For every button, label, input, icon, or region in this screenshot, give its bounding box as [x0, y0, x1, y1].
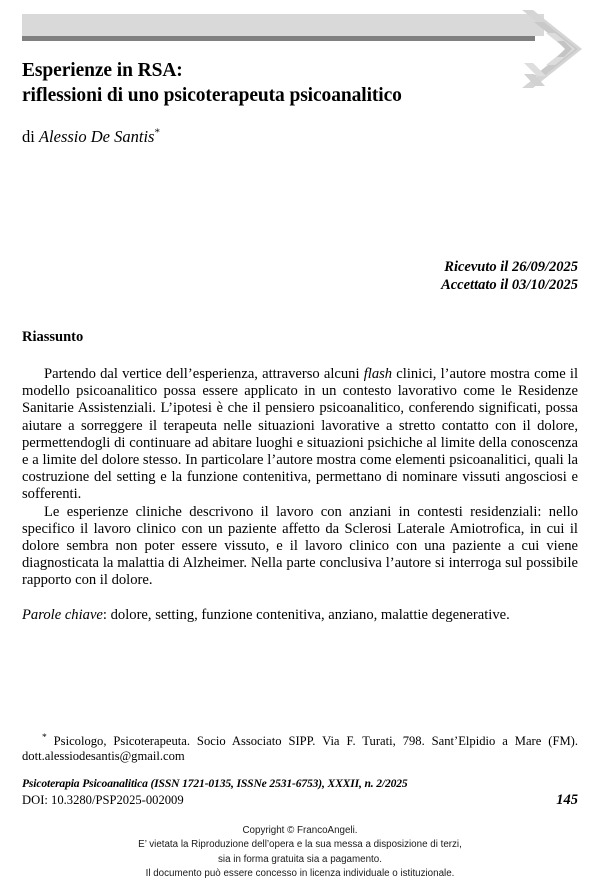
title-line-2: riflessioni di uno psicoterapeuta psicoanalitico — [22, 85, 402, 106]
submission-dates — [441, 258, 578, 294]
author-footnote-marker: * — [154, 126, 160, 139]
header-bar-light — [22, 14, 544, 36]
copyright-line-1: Copyright © FrancoAngeli. — [242, 825, 358, 836]
keywords-label: Parole chiave — [22, 606, 103, 623]
abstract-heading: Riassunto — [22, 329, 84, 345]
copyright-footer — [0, 824, 600, 881]
doi-text: DOI: 10.3280/PSP2025-002009 — [22, 793, 184, 807]
abstract-keywords — [22, 607, 578, 624]
byline-prefix: di — [22, 127, 39, 146]
page-title — [22, 58, 542, 108]
byline — [22, 127, 160, 147]
copyright-line-3: sia in forma gratuita sia a pagamento. — [218, 853, 382, 865]
copyright-line-2: E’ vietata la Riproduzione dell’opera e la sua messa a disposizione di terzi, — [138, 839, 462, 851]
footnote-marker: * — [42, 732, 47, 743]
journal-citation: Psicoterapia Psicoanalitica (ISSN 1721-0135, ISSNe 2531-6753), XXXII, n. 2/2025 — [22, 777, 408, 790]
abstract-p1-italic-term: flash — [363, 366, 393, 382]
author-name: Alessio De Santis — [38, 127, 155, 146]
author-footnote — [22, 734, 578, 765]
copyright-line-4: Il documento può essere concesso in licenza individuale o istituzionale. — [145, 867, 455, 879]
page-number: 145 — [556, 792, 578, 808]
date-received: Ricevuto il 26/09/2025 — [444, 259, 578, 275]
title-line-1: Esperienze in RSA: — [22, 60, 183, 81]
abstract-p1-part-a: Partendo dal vertice dell’esperienza, attraverso alcuni — [44, 366, 364, 382]
abstract-paragraph-2: Le esperienze cliniche descrivono il lavoro con anziani in contesti residenziali: nello specifico il lavoro clinico con un paziente affetto da Sclerosi Laterale Amiotrofica, in cui il dolore sembra non poter essere vissuto, e il lavoro clinico con una paziente a cui viene diagnosticata la malattia di Alzheimer. Nella parte conclusiva l’autore si interroga sul possibile rapporto con il dolore. — [22, 503, 578, 589]
abstract-body — [22, 366, 578, 624]
keywords-value: : dolore, setting, funzione contenitiva, anziano, malattie degenerative. — [102, 606, 510, 623]
abstract-p1-part-b: clinici, l’autore mostra come il modello psicoanalitico possa essere applicato in un contesto lavorativo come le Residenze Sanitarie Assistenziali. L’ipotesi è che il pensiero psicoanalitico, conferendo significati, possa aiutare a sorreggere il terapeuta nelle situazioni lavorative a stretto contatto con il dolore, permettendogli di continuare ad abitare luoghi e situazioni psichiche al limite della conoscenza e a limite del dolore stesso. In particolare l’autore mostra come elementi psicoanalitici, quali la costruzione del setting e la funzione contenitiva, permettano di nominare vissuti angosciosi e sofferenti. — [22, 366, 578, 503]
footnote-text-block — [22, 734, 578, 765]
date-accepted: Accettato il 03/10/2025 — [441, 277, 578, 293]
doi-line — [22, 792, 578, 809]
footnote-text: Psicologo, Psicoterapeuta. Socio Associato SIPP. Via F. Turati, 798. Sant’Elpidio a Mare (FM). dott.alessiodesantis@gmail.com — [22, 734, 578, 764]
header-bar-dark — [22, 36, 535, 41]
abstract-paragraph-1 — [22, 366, 578, 504]
